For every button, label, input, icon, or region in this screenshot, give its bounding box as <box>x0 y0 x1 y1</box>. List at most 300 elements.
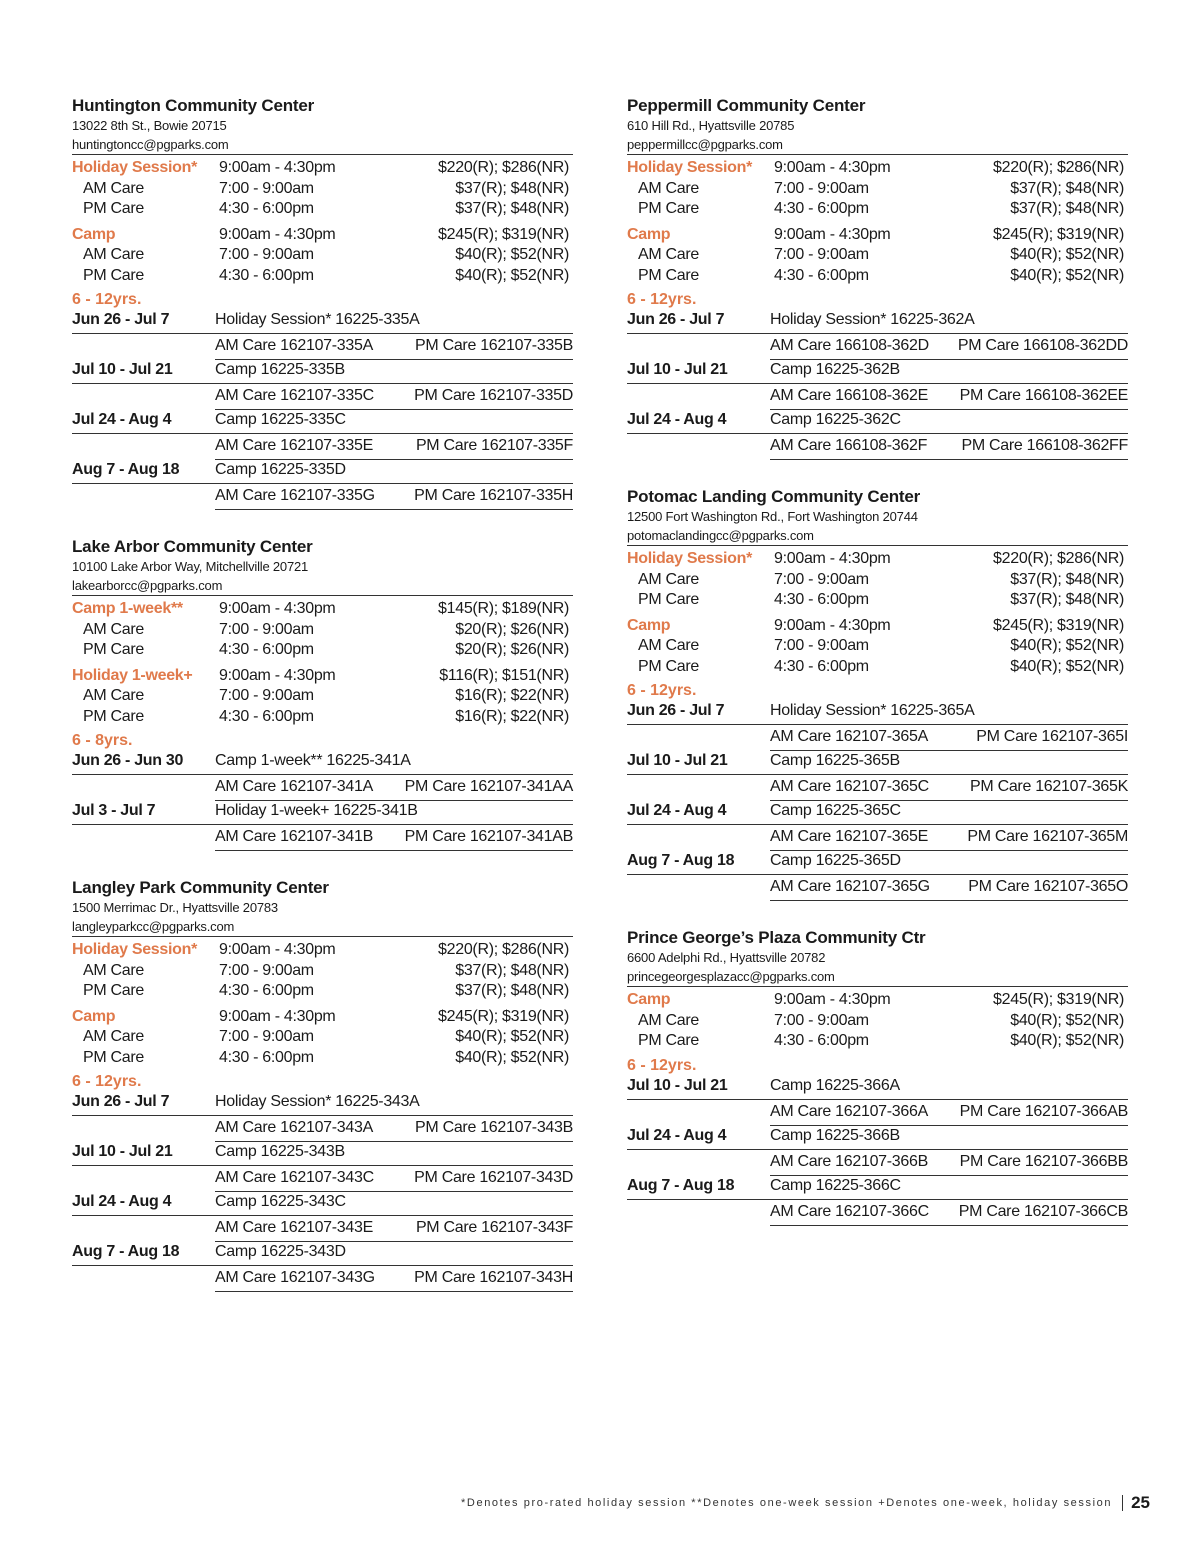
program-name: Camp <box>627 225 671 243</box>
session-row <box>627 1076 1128 1100</box>
program-name: PM Care <box>638 591 700 608</box>
care-row <box>627 1011 1128 1032</box>
program-row <box>72 599 573 620</box>
session-code: Camp 16225-335B <box>215 361 345 378</box>
center-address: 1500 Merrimac Dr., Hyattsville 20783 <box>72 900 278 915</box>
program-name: PM Care <box>638 200 700 217</box>
pm-care-code: PM Care 166108-362EE <box>959 387 1128 404</box>
program-time: 9:00am - 4:30pm <box>219 1007 336 1025</box>
care-row <box>627 266 1128 287</box>
program-row <box>627 225 1128 246</box>
program-time: 9:00am - 4:30pm <box>774 225 891 243</box>
care-row <box>72 686 573 707</box>
am-care-code: AM Care 162107-335G <box>215 487 375 504</box>
program-time: 7:00 - 9:00am <box>774 570 869 588</box>
program-time: 7:00 - 9:00am <box>219 687 314 704</box>
center-name: Huntington Community Center <box>72 96 315 115</box>
program-row <box>627 158 1128 179</box>
program-time: 4:30 - 6:00pm <box>219 982 314 999</box>
session-row <box>72 410 573 434</box>
session-row <box>72 1142 573 1166</box>
program-name: Holiday Session* <box>627 159 753 176</box>
session-dates: Jun 26 - Jun 30 <box>72 752 184 769</box>
session <box>627 701 1128 751</box>
session-dates: Aug 7 - Aug 18 <box>72 1243 180 1260</box>
program-time: 4:30 - 6:00pm <box>774 1032 869 1049</box>
program-fee: $37(R); $48(NR) <box>455 961 569 979</box>
session <box>72 360 573 410</box>
program-name: AM Care <box>83 687 145 704</box>
center-email: princegeorgesplazacc@pgparks.com <box>627 969 835 984</box>
program-row <box>627 990 1128 1011</box>
program-name: AM Care <box>638 570 700 588</box>
program-row <box>72 225 573 246</box>
program-fee: $37(R); $48(NR) <box>455 200 569 217</box>
session-dates: Jul 10 - Jul 21 <box>627 1076 728 1094</box>
program-time: 9:00am - 4:30pm <box>774 550 891 567</box>
am-care-code: AM Care 166108-362F <box>770 437 928 454</box>
program-fee: $40(R); $52(NR) <box>455 1048 569 1066</box>
session <box>627 410 1128 460</box>
care-codes-row <box>215 484 573 510</box>
pm-care-code: PM Care 162107-343H <box>414 1269 573 1286</box>
program-row <box>627 616 1128 637</box>
session-code: Holiday Session* 16225-343A <box>215 1093 420 1110</box>
am-care-code: AM Care 162107-366B <box>770 1152 928 1170</box>
age-range: 6 - 12yrs. <box>627 1056 697 1074</box>
program-fee: $16(R); $22(NR) <box>455 707 569 725</box>
community-center <box>72 877 573 1292</box>
footnotes: *Denotes pro-rated holiday session **Denotes one-week session +Denotes one-week, holiday session <box>461 1497 1113 1509</box>
care-row <box>72 245 573 266</box>
program-name: AM Care <box>83 179 145 197</box>
program-time: 7:00 - 9:00am <box>219 1028 314 1045</box>
care-row <box>72 1027 573 1048</box>
am-care-code: AM Care 162107-341A <box>215 778 373 795</box>
care-row <box>72 707 573 728</box>
program-row <box>72 666 573 687</box>
session-row <box>72 360 573 384</box>
program-time: 9:00am - 4:30pm <box>219 666 336 684</box>
session-code: Camp 16225-365B <box>770 752 900 769</box>
program-time: 4:30 - 6:00pm <box>219 707 314 725</box>
care-codes-row <box>215 1266 573 1292</box>
program-fee: $245(R); $319(NR) <box>438 225 569 243</box>
program-fee: $40(R); $52(NR) <box>1010 246 1124 263</box>
session-dates: Jun 26 - Jul 7 <box>627 311 725 328</box>
pm-care-code: PM Care 166108-362DD <box>957 337 1128 354</box>
session <box>627 801 1128 851</box>
program-time: 9:00am - 4:30pm <box>774 616 891 634</box>
center-name: Potomac Landing Community Center <box>627 487 921 506</box>
session-dates: Jul 24 - Aug 4 <box>627 1126 727 1144</box>
pm-care-code: PM Care 162107-365M <box>967 828 1128 845</box>
care-row <box>627 590 1128 611</box>
program-time: 7:00 - 9:00am <box>219 961 314 979</box>
left-column <box>72 95 573 1318</box>
am-care-code: AM Care 162107-365E <box>770 828 928 845</box>
session-dates: Jul 3 - Jul 7 <box>72 802 156 819</box>
session-dates: Jul 24 - Aug 4 <box>627 802 727 819</box>
pm-care-code: PM Care 162107-341AB <box>404 828 573 845</box>
pm-care-code: PM Care 162107-335D <box>414 387 573 404</box>
am-care-code: AM Care 162107-366C <box>770 1202 929 1220</box>
program-fee: $37(R); $48(NR) <box>1010 570 1124 588</box>
center-email: potomaclandingcc@pgparks.com <box>627 528 814 543</box>
session-code: Holiday Session* 16225-362A <box>770 311 975 328</box>
session-dates: Jul 10 - Jul 21 <box>627 752 728 769</box>
program-fees <box>72 936 573 1068</box>
program-fee: $245(R); $319(NR) <box>438 1007 569 1025</box>
care-codes-row <box>770 875 1128 901</box>
care-codes-row <box>215 775 573 801</box>
program-fee: $40(R); $52(NR) <box>1010 266 1124 284</box>
program-row <box>72 158 573 179</box>
care-codes-row <box>770 1150 1128 1176</box>
session <box>627 310 1128 360</box>
session <box>72 310 573 360</box>
session-row <box>72 1192 573 1216</box>
am-care-code: AM Care 162107-343C <box>215 1169 374 1186</box>
care-codes-row <box>770 775 1128 801</box>
session-row <box>627 751 1128 775</box>
program-time: 9:00am - 4:30pm <box>774 991 891 1008</box>
center-email: lakearborcc@pgparks.com <box>72 578 223 593</box>
age-range: 6 - 12yrs. <box>72 291 142 308</box>
session-dates: Jun 26 - Jul 7 <box>72 1093 170 1110</box>
program-time: 7:00 - 9:00am <box>219 620 314 638</box>
am-care-code: AM Care 162107-335A <box>215 337 373 354</box>
session-row <box>72 751 573 775</box>
program-fee: $37(R); $48(NR) <box>455 179 569 197</box>
session-dates: Jul 24 - Aug 4 <box>72 411 172 428</box>
program-fee: $37(R); $48(NR) <box>1010 200 1124 217</box>
care-row <box>627 636 1128 657</box>
session-row <box>627 851 1128 875</box>
session-dates: Aug 7 - Aug 18 <box>627 1176 735 1194</box>
am-care-code: AM Care 162107-335E <box>215 437 373 454</box>
program-time: 9:00am - 4:30pm <box>219 225 336 243</box>
program-time: 4:30 - 6:00pm <box>774 266 869 284</box>
program-fee: $220(R); $286(NR) <box>438 159 569 176</box>
session-code: Camp 16225-362B <box>770 361 900 378</box>
program-name: AM Care <box>638 246 700 263</box>
program-fee: $40(R); $52(NR) <box>1010 1011 1124 1029</box>
center-address: 6600 Adelphi Rd., Hyattsville 20782 <box>627 950 826 965</box>
program-time: 4:30 - 6:00pm <box>219 641 314 658</box>
program-time: 4:30 - 6:00pm <box>219 1048 314 1066</box>
session <box>627 1176 1128 1226</box>
program-time: 9:00am - 4:30pm <box>774 159 891 176</box>
pm-care-code: PM Care 162107-365I <box>976 728 1128 745</box>
footer-divider <box>1122 1495 1123 1511</box>
pm-care-code: PM Care 162107-366AB <box>959 1102 1128 1120</box>
session-dates: Jul 10 - Jul 21 <box>72 1143 173 1160</box>
session-dates: Jul 24 - Aug 4 <box>627 411 727 428</box>
session-dates: Aug 7 - Aug 18 <box>72 461 180 478</box>
program-name: AM Care <box>83 1028 145 1045</box>
program-fees <box>627 545 1128 677</box>
program-time: 4:30 - 6:00pm <box>219 266 314 284</box>
community-center <box>627 95 1128 460</box>
pm-care-code: PM Care 162107-335H <box>414 487 573 504</box>
program-name: Holiday Session* <box>72 159 198 176</box>
program-fee: $40(R); $52(NR) <box>455 1028 569 1045</box>
session-dates: Jul 24 - Aug 4 <box>72 1193 172 1210</box>
care-row <box>72 179 573 200</box>
center-name: Langley Park Community Center <box>72 878 329 897</box>
center-name: Lake Arbor Community Center <box>72 537 313 556</box>
session-code: Holiday 1-week+ 16225-341B <box>215 802 418 819</box>
program-time: 7:00 - 9:00am <box>774 246 869 263</box>
program-time: 7:00 - 9:00am <box>774 637 869 654</box>
care-codes-row <box>215 1216 573 1242</box>
program-name: Camp <box>627 991 671 1008</box>
program-name: AM Care <box>638 179 700 197</box>
community-center <box>72 536 573 851</box>
session-dates: Aug 7 - Aug 18 <box>627 852 735 869</box>
session-row <box>627 1126 1128 1150</box>
session-code: Camp 16225-343D <box>215 1243 346 1260</box>
session-row <box>627 801 1128 825</box>
program-fee: $40(R); $52(NR) <box>1010 1032 1124 1049</box>
am-care-code: AM Care 162107-341B <box>215 828 373 845</box>
program-name: PM Care <box>83 266 145 284</box>
center-address: 10100 Lake Arbor Way, Mitchellville 20721 <box>72 559 309 574</box>
session-code: Camp 16225-343B <box>215 1143 345 1160</box>
center-name: Prince George’s Plaza Community Ctr <box>627 928 926 947</box>
session-code: Camp 16225-335D <box>215 461 346 478</box>
session-row <box>72 1092 573 1116</box>
care-row <box>72 640 573 661</box>
pm-care-code: PM Care 162107-343B <box>415 1119 573 1136</box>
session-dates: Jul 10 - Jul 21 <box>72 361 173 378</box>
care-codes-row <box>215 1166 573 1192</box>
session-code: Camp 16225-362C <box>770 411 901 428</box>
center-address: 12500 Fort Washington Rd., Fort Washington 20744 <box>627 509 918 524</box>
session <box>627 360 1128 410</box>
care-codes-row <box>215 384 573 410</box>
age-range: 6 - 12yrs. <box>627 682 697 699</box>
session-code: Camp 16225-343C <box>215 1193 346 1210</box>
program-fee: $245(R); $319(NR) <box>993 616 1124 634</box>
program-name: Holiday Session* <box>72 941 198 958</box>
program-time: 4:30 - 6:00pm <box>774 200 869 217</box>
program-fee: $40(R); $52(NR) <box>1010 657 1124 675</box>
care-codes-row <box>215 1116 573 1142</box>
session-row <box>627 1176 1128 1200</box>
program-fee: $37(R); $48(NR) <box>1010 591 1124 608</box>
community-center <box>627 927 1128 1226</box>
page-number: 25 <box>1131 1493 1150 1512</box>
right-column <box>627 95 1128 1252</box>
session <box>72 1192 573 1242</box>
am-care-code: AM Care 162107-366A <box>770 1102 928 1120</box>
program-fee: $220(R); $286(NR) <box>993 550 1124 567</box>
program-name: Holiday Session* <box>627 550 753 567</box>
care-row <box>72 961 573 982</box>
am-care-code: AM Care 162107-365A <box>770 728 928 745</box>
program-time: 9:00am - 4:30pm <box>219 941 336 958</box>
session-row <box>627 410 1128 434</box>
care-codes-row <box>215 434 573 460</box>
care-codes-row <box>215 825 573 851</box>
center-name: Peppermill Community Center <box>627 96 866 115</box>
am-care-code: AM Care 162107-335C <box>215 387 374 404</box>
program-name: PM Care <box>83 982 145 999</box>
session-code: Camp 16225-366A <box>770 1076 900 1094</box>
center-email: huntingtoncc@pgparks.com <box>72 137 229 152</box>
session-row <box>627 310 1128 334</box>
center-email: peppermillcc@pgparks.com <box>627 137 783 152</box>
session <box>72 460 573 510</box>
program-name: AM Care <box>83 246 145 263</box>
program-name: PM Care <box>638 1032 700 1049</box>
session-code: Camp 16225-366C <box>770 1176 901 1194</box>
care-codes-row <box>770 825 1128 851</box>
program-fees <box>72 595 573 727</box>
program-fee: $20(R); $26(NR) <box>455 620 569 638</box>
session-code: Camp 1-week** 16225-341A <box>215 752 411 769</box>
program-fee: $40(R); $52(NR) <box>1010 637 1124 654</box>
program-time: 7:00 - 9:00am <box>774 179 869 197</box>
program-name: Camp <box>627 616 671 634</box>
am-care-code: AM Care 162107-343G <box>215 1269 375 1286</box>
pm-care-code: PM Care 162107-335F <box>415 437 573 454</box>
care-codes-row <box>215 334 573 360</box>
session-code: Camp 16225-365D <box>770 852 901 869</box>
program-time: 9:00am - 4:30pm <box>219 159 336 176</box>
program-name: PM Care <box>638 266 700 284</box>
program-fee: $145(R); $189(NR) <box>438 600 569 617</box>
care-row <box>627 570 1128 591</box>
care-row <box>72 620 573 641</box>
program-name: PM Care <box>83 1048 145 1066</box>
program-time: 7:00 - 9:00am <box>219 179 314 197</box>
care-row <box>627 179 1128 200</box>
session-code: Camp 16225-366B <box>770 1126 900 1144</box>
program-time: 4:30 - 6:00pm <box>774 591 869 608</box>
session-dates: Jul 10 - Jul 21 <box>627 361 728 378</box>
session-code: Holiday Session* 16225-365A <box>770 702 975 719</box>
pm-care-code: PM Care 162107-365K <box>970 778 1128 795</box>
care-row <box>627 199 1128 220</box>
program-name: Camp <box>72 225 116 243</box>
age-range: 6 - 12yrs. <box>627 291 697 308</box>
session <box>627 1076 1128 1126</box>
program-time: 4:30 - 6:00pm <box>774 657 869 675</box>
session <box>72 410 573 460</box>
program-name: AM Care <box>83 961 145 979</box>
session-row <box>72 1242 573 1266</box>
session <box>627 751 1128 801</box>
am-care-code: AM Care 166108-362D <box>770 337 929 354</box>
program-name: PM Care <box>83 707 145 725</box>
program-time: 7:00 - 9:00am <box>219 246 314 263</box>
program-name: AM Care <box>83 620 145 638</box>
session <box>72 1242 573 1292</box>
pm-care-code: PM Care 162107-366BB <box>959 1152 1128 1170</box>
program-row <box>72 1007 573 1028</box>
session-row <box>627 701 1128 725</box>
program-fee: $245(R); $319(NR) <box>993 991 1124 1008</box>
program-fee: $37(R); $48(NR) <box>455 982 569 999</box>
care-row <box>72 981 573 1002</box>
community-center <box>72 95 573 510</box>
program-name: AM Care <box>638 637 700 654</box>
care-row <box>627 1031 1128 1052</box>
session-code: Holiday Session* 16225-335A <box>215 311 420 328</box>
program-fee: $245(R); $319(NR) <box>993 225 1124 243</box>
center-address: 610 Hill Rd., Hyattsville 20785 <box>627 118 795 133</box>
care-codes-row <box>770 334 1128 360</box>
am-care-code: AM Care 162107-365C <box>770 778 929 795</box>
footer <box>0 1493 1150 1513</box>
session-row <box>627 360 1128 384</box>
program-fee: $220(R); $286(NR) <box>438 941 569 958</box>
age-range: 6 - 8yrs. <box>72 732 133 749</box>
program-name: PM Care <box>83 200 145 217</box>
program-time: 4:30 - 6:00pm <box>219 200 314 217</box>
pm-care-code: PM Care 162107-366CB <box>958 1202 1128 1220</box>
program-name: Camp <box>72 1007 116 1025</box>
care-row <box>72 199 573 220</box>
program-row <box>72 940 573 961</box>
am-care-code: AM Care 162107-365G <box>770 878 930 895</box>
care-codes-row <box>770 1100 1128 1126</box>
program-fee: $40(R); $52(NR) <box>455 246 569 263</box>
session-dates: Jun 26 - Jul 7 <box>627 702 725 719</box>
am-care-code: AM Care 166108-362E <box>770 387 928 404</box>
program-name: Holiday 1-week+ <box>72 666 193 684</box>
community-center <box>627 486 1128 901</box>
program-time: 9:00am - 4:30pm <box>219 600 336 617</box>
center-address: 13022 8th St., Bowie 20715 <box>72 118 227 133</box>
am-care-code: AM Care 162107-343A <box>215 1119 373 1136</box>
session <box>72 1142 573 1192</box>
program-fees <box>627 986 1128 1052</box>
program-fee: $16(R); $22(NR) <box>455 687 569 704</box>
program-fee: $40(R); $52(NR) <box>455 266 569 284</box>
care-codes-row <box>770 1200 1128 1226</box>
care-codes-row <box>770 725 1128 751</box>
age-range: 6 - 12yrs. <box>72 1073 142 1090</box>
program-name: PM Care <box>83 641 145 658</box>
program-fees <box>72 154 573 286</box>
program-row <box>627 549 1128 570</box>
session-row <box>72 310 573 334</box>
session <box>72 801 573 851</box>
care-codes-row <box>770 384 1128 410</box>
session-code: Camp 16225-365C <box>770 802 901 819</box>
am-care-code: AM Care 162107-343E <box>215 1219 373 1236</box>
session-code: Camp 16225-335C <box>215 411 346 428</box>
care-row <box>627 657 1128 678</box>
program-name: AM Care <box>638 1011 700 1029</box>
care-row <box>72 1048 573 1069</box>
session <box>72 1092 573 1142</box>
session <box>627 1126 1128 1176</box>
program-fee: $116(R); $151(NR) <box>439 666 569 684</box>
program-fee: $220(R); $286(NR) <box>993 159 1124 176</box>
program-fees <box>627 154 1128 286</box>
session-dates: Jun 26 - Jul 7 <box>72 311 170 328</box>
care-codes-row <box>770 434 1128 460</box>
care-row <box>72 266 573 287</box>
pm-care-code: PM Care 162107-343D <box>414 1169 573 1186</box>
session-row <box>72 801 573 825</box>
pm-care-code: PM Care 162107-365O <box>968 878 1128 895</box>
